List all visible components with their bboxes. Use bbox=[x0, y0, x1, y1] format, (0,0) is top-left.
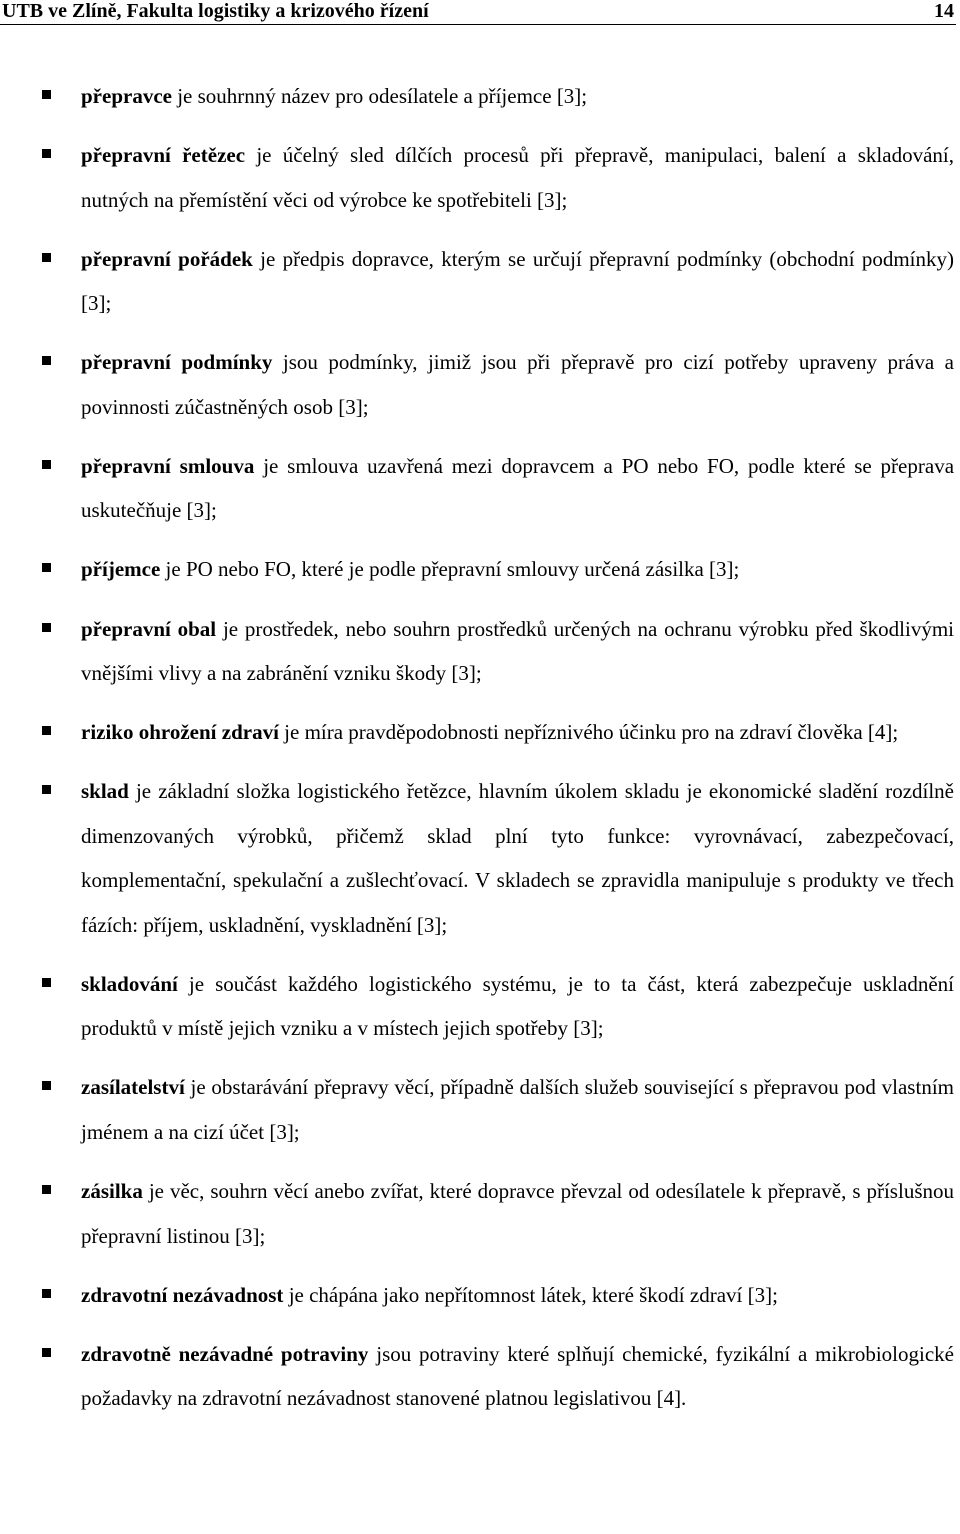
glossary-entry bbox=[0, 769, 960, 947]
glossary-entry bbox=[0, 1065, 960, 1154]
entry-term: zdravotně nezávadné potraviny bbox=[81, 1341, 369, 1366]
glossary-entry bbox=[0, 962, 960, 1051]
entry-term: zasílatelství bbox=[81, 1075, 185, 1100]
glossary-entry bbox=[0, 444, 960, 533]
entry-text: je prostředek, nebo souhrn prostředků určených na ochranu výrobku před škodlivými vnějšími vlivy a na zabránění vzniku škody [3]; bbox=[81, 616, 954, 686]
entry-term: přepravní řetězec bbox=[81, 143, 246, 168]
entry-text: je souhrnný název pro odesílatele a příjemce [3]; bbox=[171, 84, 588, 108]
square-bullet-icon bbox=[42, 563, 51, 572]
entry-text: je předpis dopravce, kterým se určují přepravní podmínky (obchodní podmínky) [3]; bbox=[81, 246, 954, 316]
glossary-entry bbox=[0, 607, 960, 696]
entry-term: přepravní obal bbox=[81, 616, 217, 641]
glossary-entry bbox=[0, 133, 960, 222]
glossary-entry bbox=[0, 1273, 960, 1318]
square-bullet-icon bbox=[42, 356, 51, 365]
square-bullet-icon bbox=[42, 149, 51, 158]
square-bullet-icon bbox=[42, 785, 51, 794]
square-bullet-icon bbox=[42, 623, 51, 632]
glossary-entry bbox=[0, 340, 960, 429]
entry-text: je obstarávání přepravy věcí, případně dalších služeb související s přepravou pod vlastním jménem a na cizí účet [3]; bbox=[81, 1075, 954, 1144]
square-bullet-icon bbox=[42, 1289, 51, 1298]
square-bullet-icon bbox=[42, 90, 51, 99]
header-title: UTB ve Zlíně, Fakulta logistiky a krizového řízení bbox=[2, 0, 429, 22]
entry-term: zdravotní nezávadnost bbox=[81, 1282, 284, 1307]
glossary-entry bbox=[0, 710, 960, 755]
glossary-entry bbox=[0, 1169, 960, 1258]
page-header bbox=[0, 0, 956, 25]
entry-text: jsou podmínky, jimiž jsou při přepravě pro cizí potřeby upraveny práva a povinnosti zúčastněných osob [3]; bbox=[81, 350, 954, 419]
square-bullet-icon bbox=[42, 978, 51, 987]
entry-term: přepravní pořádek bbox=[81, 246, 253, 271]
entry-text: je chápána jako nepřítomnost látek, které škodí zdraví [3]; bbox=[283, 1282, 778, 1307]
entry-text: jsou potraviny které splňují chemické, fyzikální a mikrobiologické požadavky na zdravotní nezávadnost stanovené platnou legislativou [4]. bbox=[81, 1341, 954, 1411]
square-bullet-icon bbox=[42, 460, 51, 469]
entry-text: je míra pravděpodobnosti nepříznivého účinku pro na zdraví člověka [4]; bbox=[278, 720, 899, 745]
square-bullet-icon bbox=[42, 1081, 51, 1090]
square-bullet-icon bbox=[42, 726, 51, 735]
entry-term: sklad bbox=[81, 779, 129, 804]
entry-term: riziko ohrožení zdraví bbox=[81, 720, 279, 745]
entry-text: je součást každého logistického systému, je to ta část, která zabezpečuje uskladnění produktů v místě jejich vzniku a v místech jejich spotřeby [3]; bbox=[81, 971, 954, 1041]
glossary-entry bbox=[0, 74, 960, 119]
entry-text: je účelný sled dílčích procesů při přepravě, manipulaci, balení a skladování, nutných na přemístění věci od výrobce ke spotřebiteli [3]; bbox=[81, 143, 954, 212]
square-bullet-icon bbox=[42, 253, 51, 262]
square-bullet-icon bbox=[42, 1185, 51, 1194]
entry-term: zásilka bbox=[81, 1179, 143, 1204]
entry-text: je smlouva uzavřená mezi dopravcem a PO nebo FO, podle které se přeprava uskutečňuje [3]; bbox=[81, 453, 955, 523]
page-number: 14 bbox=[934, 0, 954, 22]
entry-term: skladování bbox=[81, 971, 178, 996]
entry-text: je základní složka logistického řetězce, hlavním úkolem skladu je ekonomické sladění rozdílně dimenzovaných výrobků, přičemž sklad plní tyto funkce: vyrovnávací, zabezpečovací, komplementační, spekulační a zušlechťovací. V skladech se zpravidla manipuluje s produkty ve třech fázích: příjem, uskladnění, vyskladnění [3]; bbox=[81, 779, 954, 937]
glossary-list bbox=[0, 74, 960, 1435]
glossary-entry bbox=[0, 237, 960, 326]
glossary-entry bbox=[0, 1332, 960, 1421]
entry-term: přepravní podmínky bbox=[81, 350, 273, 375]
entry-text: je věc, souhrn věcí anebo zvířat, které dopravce převzal od odesílatele k přepravě, s příslušnou přepravní listinou [3]; bbox=[81, 1179, 954, 1248]
square-bullet-icon bbox=[42, 1348, 51, 1357]
entry-term: přepravní smlouva bbox=[81, 453, 255, 478]
entry-term: přepravce bbox=[81, 84, 172, 108]
entry-text: je PO nebo FO, které je podle přepravní smlouvy určená zásilka [3]; bbox=[160, 557, 740, 582]
entry-term: příjemce bbox=[81, 557, 161, 582]
glossary-entry bbox=[0, 547, 960, 592]
